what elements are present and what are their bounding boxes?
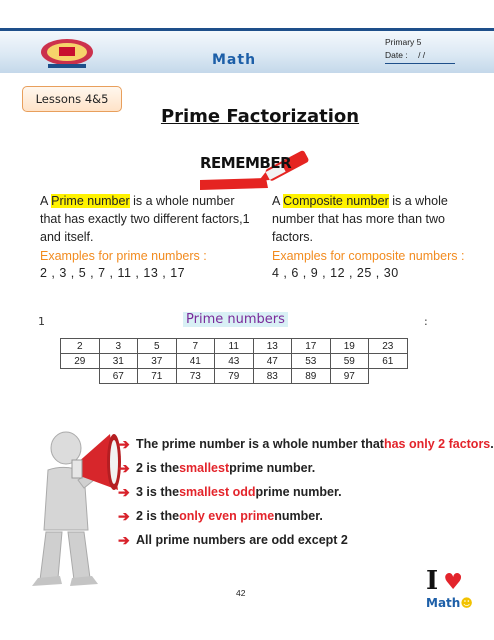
prime-examples: 2 , 3 , 5 , 7 , 11 , 13 , 17 xyxy=(40,266,186,280)
fact-item xyxy=(118,480,494,504)
i-love-math-logo xyxy=(426,566,463,596)
logo-math-text: Math xyxy=(426,596,461,610)
fact-emphasis: has only 2 factors xyxy=(383,437,491,451)
fact-item xyxy=(118,456,494,480)
table-cell: 61 xyxy=(369,354,408,369)
remember-label: REMEMBER xyxy=(200,154,292,172)
fact-item xyxy=(118,432,494,456)
composite-def-prefix: A xyxy=(272,194,284,208)
table-cell: 19 xyxy=(330,339,369,354)
section-left-mark: 1 xyxy=(38,315,45,328)
fact-item xyxy=(118,504,494,528)
table-cell: 29 xyxy=(61,354,100,369)
page-title: Prime Factorization xyxy=(160,106,360,127)
prime-def-body: is a whole number that has exactly two different factors,1 and itself. xyxy=(40,194,250,244)
fact-item xyxy=(118,528,494,552)
date-label: Date : xyxy=(385,50,408,60)
facts-list xyxy=(118,432,494,552)
fact-text: 2 is the xyxy=(136,509,180,523)
school-logo-icon xyxy=(38,36,96,70)
prime-def-prefix: A xyxy=(40,194,52,208)
section-right-mark: : xyxy=(424,315,428,328)
fact-emphasis: smallest xyxy=(179,461,230,475)
fact-text: prime number. xyxy=(229,461,316,475)
composite-definition xyxy=(272,192,472,246)
prime-numbers-table xyxy=(60,338,408,384)
table-cell: 23 xyxy=(369,339,408,354)
table-cell: 11 xyxy=(215,339,254,354)
grade-label: Primary 5 xyxy=(385,37,422,47)
table-row xyxy=(61,339,408,354)
date-line xyxy=(385,50,455,64)
table-cell: 5 xyxy=(138,339,177,354)
table-cell: 79 xyxy=(215,369,254,384)
table-cell: 89 xyxy=(292,369,331,384)
prime-numbers-title: Prime numbers xyxy=(183,312,288,327)
fact-text: 3 is the xyxy=(136,485,180,499)
table-cell: 59 xyxy=(330,354,369,369)
table-cell: 17 xyxy=(292,339,331,354)
prime-definition xyxy=(40,192,250,246)
table-cell xyxy=(61,369,100,384)
prime-term: Prime number xyxy=(51,194,130,208)
fact-emphasis: only even prime xyxy=(179,509,275,523)
header-meta xyxy=(385,37,455,64)
table-cell: 73 xyxy=(176,369,215,384)
table-row xyxy=(61,354,408,369)
table-cell: 97 xyxy=(330,369,369,384)
fact-text: All prime numbers are odd except 2 xyxy=(136,533,348,547)
smiley-icon: ☻ xyxy=(460,596,473,610)
table-cell: 71 xyxy=(138,369,177,384)
table-cell: 41 xyxy=(176,354,215,369)
fact-emphasis: smallest odd xyxy=(179,485,256,499)
table-cell: 7 xyxy=(176,339,215,354)
prime-examples-title: Examples for prime numbers : xyxy=(40,249,207,263)
math-title: Math xyxy=(212,52,257,68)
table-cell: 43 xyxy=(215,354,254,369)
table-cell: 67 xyxy=(99,369,138,384)
table-cell: 2 xyxy=(61,339,100,354)
logo-i: I xyxy=(426,566,439,596)
fact-text: number. xyxy=(274,509,323,523)
table-cell: 83 xyxy=(253,369,292,384)
fact-text: prime number. xyxy=(255,485,342,499)
lessons-badge: Lessons 4&5 xyxy=(22,86,122,112)
fact-text: 2 is the xyxy=(136,461,180,475)
table-row xyxy=(61,369,408,384)
composite-examples-title: Examples for composite numbers : xyxy=(272,249,465,263)
table-cell: 3 xyxy=(99,339,138,354)
page-number: 42 xyxy=(236,588,246,598)
table-cell: 37 xyxy=(138,354,177,369)
arrow-right-icon: ➔ xyxy=(118,531,130,548)
composite-examples: 4 , 6 , 9 , 12 , 25 , 30 xyxy=(272,266,399,280)
arrow-right-icon: ➔ xyxy=(118,435,130,452)
logo-math xyxy=(426,596,473,610)
table-cell: 47 xyxy=(253,354,292,369)
fact-text: The prime number is a whole number that xyxy=(136,437,384,451)
megaphone-person-icon xyxy=(18,420,128,588)
arrow-right-icon: ➔ xyxy=(118,507,130,524)
table-cell: 53 xyxy=(292,354,331,369)
date-value: / / xyxy=(418,50,426,60)
table-cell xyxy=(369,369,408,384)
composite-def-body: is a whole number that has more than two factors. xyxy=(272,194,448,244)
composite-term: Composite number xyxy=(283,194,389,208)
table-cell: 31 xyxy=(99,354,138,369)
fact-text: . xyxy=(490,437,494,451)
arrow-right-icon: ➔ xyxy=(118,483,130,500)
table-cell: 13 xyxy=(253,339,292,354)
arrow-right-icon: ➔ xyxy=(118,459,130,476)
heart-icon: ♥ xyxy=(443,570,463,595)
